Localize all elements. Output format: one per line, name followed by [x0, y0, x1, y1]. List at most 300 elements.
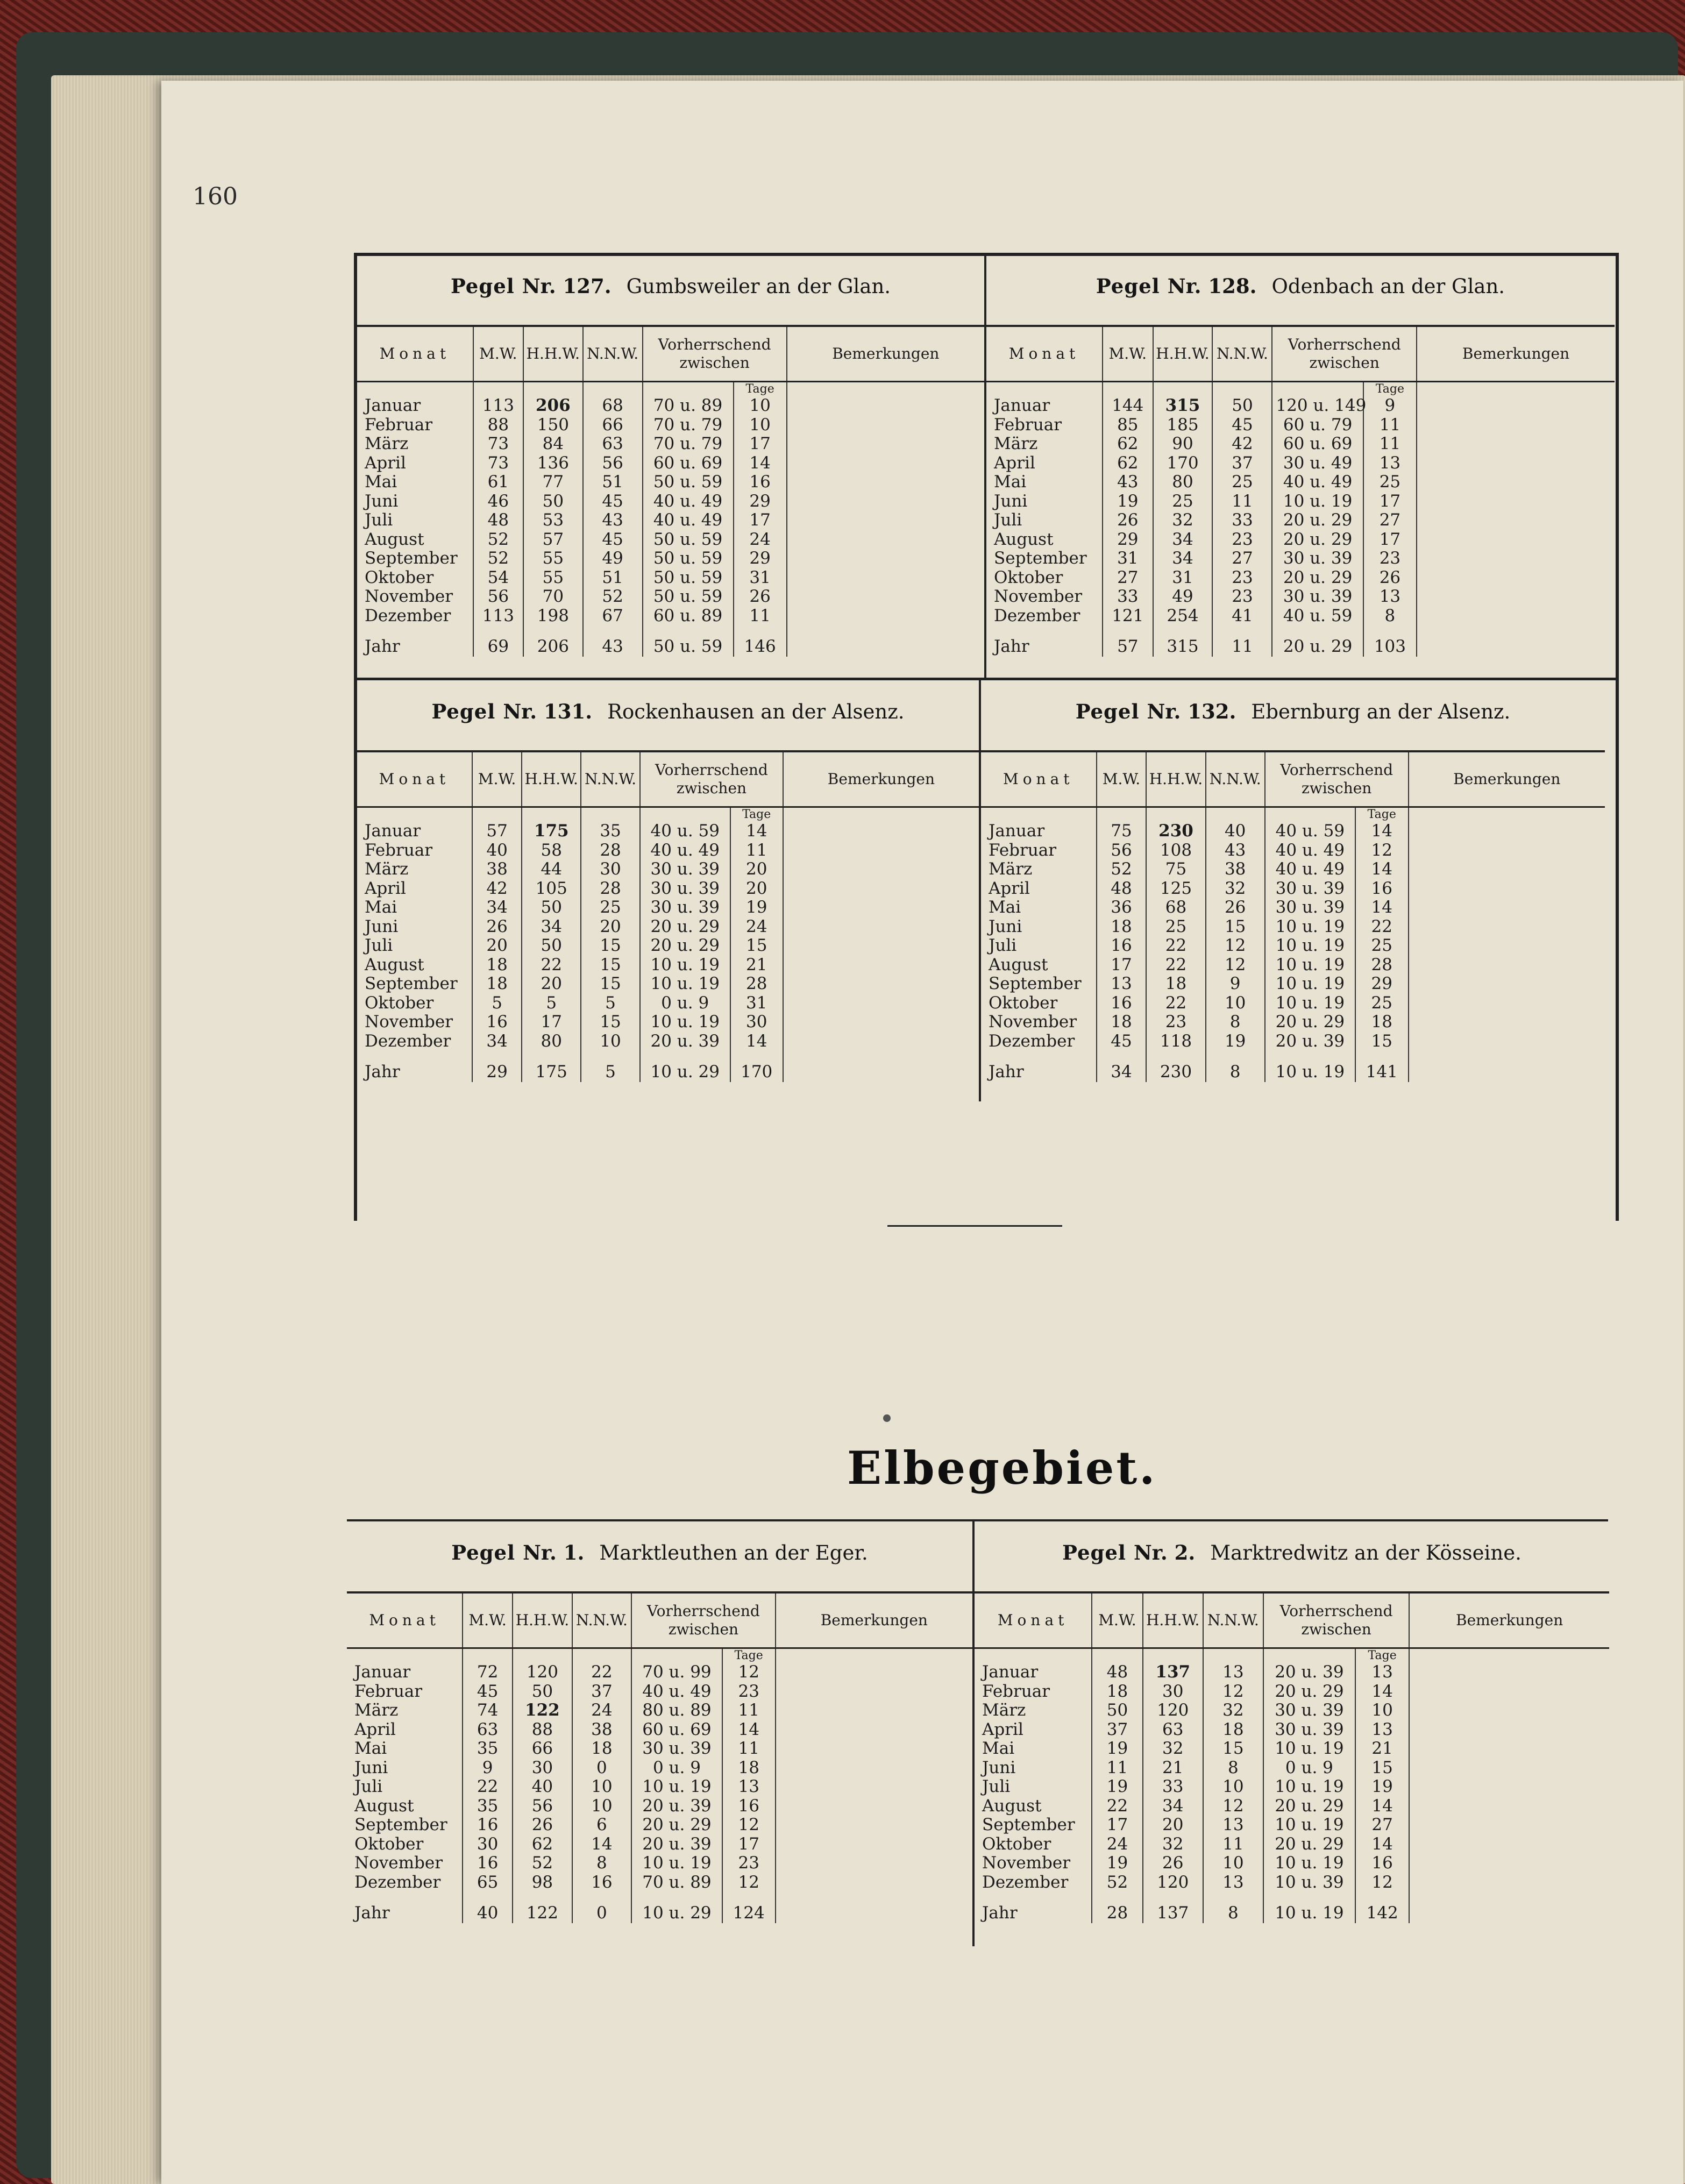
year-row — [357, 625, 984, 657]
days-cell: 10 — [1355, 1701, 1409, 1720]
nnw-cell: 27 — [1212, 549, 1272, 568]
empty-cell — [1263, 1648, 1355, 1663]
col-header-hhw: H.H.W. — [1146, 751, 1205, 807]
month-cell: Jahr — [365, 1062, 400, 1082]
month-row — [357, 936, 979, 956]
range-cell: 40 u. 49 — [643, 511, 734, 530]
month-cell: September — [994, 549, 1087, 568]
hhw-cell: 108 — [1146, 841, 1205, 860]
range-cell: 60 u. 69 — [631, 1720, 722, 1740]
hhw-cell: 77 — [523, 473, 583, 492]
hhw-cell: 34 — [1143, 1797, 1203, 1816]
hhw-cell: 20 — [522, 974, 581, 994]
mw-cell: 45 — [463, 1682, 513, 1702]
range-cell: 20 u. 29 — [1272, 511, 1363, 530]
nnw-cell: 38 — [1206, 860, 1265, 879]
nnw-cell: 45 — [583, 492, 643, 511]
mw-cell: 29 — [1103, 530, 1153, 550]
month-row — [981, 1013, 1605, 1032]
month-row — [975, 1739, 1609, 1759]
nnw-cell: 10 — [1203, 1854, 1263, 1873]
tage-label: Tage — [1355, 1648, 1409, 1663]
range-cell: 30 u. 39 — [640, 860, 730, 879]
days-cell: 16 — [1355, 1854, 1409, 1873]
mw-cell: 40 — [472, 841, 522, 860]
empty-cell — [975, 1648, 1092, 1663]
month-row — [357, 917, 979, 937]
month-cell: November — [994, 587, 1083, 606]
remarks-cell — [783, 974, 979, 994]
remarks-cell — [1409, 1777, 1609, 1797]
range-cell: 20 u. 29 — [1263, 1797, 1355, 1816]
days-cell: 27 — [1363, 511, 1417, 530]
month-row — [357, 454, 984, 473]
remarks-cell — [1417, 416, 1615, 435]
range-cell: 20 u. 39 — [1265, 1032, 1355, 1051]
range-cell: 40 u. 49 — [1272, 473, 1363, 492]
mw-cell: 11 — [1092, 1759, 1142, 1778]
month-cell: November — [982, 1853, 1071, 1873]
empty-cell — [631, 1648, 722, 1663]
hhw-cell: 315 — [1153, 396, 1213, 416]
range-cell: 10 u. 19 — [1272, 492, 1363, 511]
days-cell: 26 — [1363, 568, 1417, 588]
month-cell: August — [365, 529, 424, 549]
range-cell: 20 u. 39 — [640, 1032, 730, 1051]
gauge-title — [347, 1541, 972, 1564]
hhw-cell: 75 — [1146, 860, 1205, 879]
days-cell: 12 — [722, 1663, 776, 1682]
mw-cell: 46 — [473, 492, 523, 511]
month-cell: April — [354, 1719, 396, 1739]
empty-cell — [986, 382, 1103, 397]
mw-cell: 62 — [1103, 454, 1153, 473]
days-cell: 17 — [722, 1835, 776, 1854]
month-cell: Mai — [989, 898, 1021, 917]
nnw-cell: 66 — [583, 416, 643, 435]
remarks-cell — [783, 1051, 979, 1082]
hhw-cell: 55 — [523, 549, 583, 568]
nnw-cell: 0 — [572, 1759, 631, 1778]
hhw-cell: 22 — [1146, 936, 1205, 956]
year-row — [975, 1892, 1609, 1923]
hhw-cell: 52 — [513, 1854, 572, 1873]
month-row — [357, 549, 984, 568]
remarks-cell — [776, 1663, 972, 1682]
section-separator — [887, 1225, 1062, 1227]
nnw-cell: 23 — [1212, 587, 1272, 607]
hhw-cell: 50 — [522, 898, 581, 917]
tage-label: Tage — [730, 807, 783, 822]
page-number: 160 — [193, 183, 238, 210]
month-row — [347, 1739, 972, 1759]
gauge-location: Marktredwitz an der Kösseine. — [1210, 1541, 1522, 1564]
hhw-cell: 185 — [1153, 416, 1213, 435]
nnw-cell: 32 — [1203, 1701, 1263, 1720]
range-cell: 20 u. 29 — [1272, 568, 1363, 588]
nnw-cell: 16 — [572, 1873, 631, 1893]
remarks-cell — [1409, 898, 1605, 917]
gauge-block-127 — [357, 255, 984, 680]
month-row — [975, 1682, 1609, 1702]
days-cell: 14 — [1355, 898, 1409, 917]
mw-cell: 85 — [1103, 416, 1153, 435]
month-cell: Juni — [982, 1758, 1016, 1777]
hhw-cell: 230 — [1146, 1051, 1205, 1082]
month-cell: Dezember — [982, 1872, 1069, 1892]
gauge-prefix: Pegel — [1075, 700, 1140, 723]
col-header-mw: M.W. — [1092, 1592, 1142, 1648]
month-cell: März — [365, 434, 409, 453]
mw-cell: 62 — [1103, 435, 1153, 454]
remarks-cell — [1409, 822, 1605, 841]
range-cell: 10 u. 19 — [1263, 1854, 1355, 1873]
days-cell: 14 — [734, 454, 787, 473]
empty-cell — [473, 382, 523, 397]
remarks-cell — [787, 568, 984, 588]
mw-cell: 69 — [473, 625, 523, 657]
nnw-cell: 23 — [1212, 530, 1272, 550]
mw-cell: 35 — [463, 1797, 513, 1816]
empty-cell — [463, 1648, 513, 1663]
days-cell: 25 — [1363, 473, 1417, 492]
nnw-cell: 43 — [583, 625, 643, 657]
empty-cell — [640, 807, 730, 822]
remarks-cell — [783, 1013, 979, 1032]
month-cell: Dezember — [365, 1031, 451, 1051]
month-cell: Mai — [982, 1739, 1015, 1758]
mw-cell: 48 — [473, 511, 523, 530]
month-cell: März — [354, 1701, 399, 1720]
gauge-table — [347, 1591, 972, 1923]
days-cell: 142 — [1355, 1892, 1409, 1923]
remarks-cell — [787, 492, 984, 511]
range-cell: 60 u. 89 — [643, 607, 734, 626]
print-dot — [883, 1414, 891, 1422]
gauge-title — [357, 700, 979, 723]
nnw-cell: 12 — [1206, 956, 1265, 975]
month-row — [357, 1032, 979, 1051]
empty-cell — [357, 807, 472, 822]
mw-cell: 50 — [1092, 1701, 1142, 1720]
range-cell: 10 u. 19 — [1265, 1051, 1355, 1082]
range-cell: 70 u. 99 — [631, 1663, 722, 1682]
mw-cell: 52 — [473, 549, 523, 568]
hhw-cell: 57 — [523, 530, 583, 550]
month-row — [357, 898, 979, 917]
month-row — [975, 1701, 1609, 1720]
month-cell: März — [989, 859, 1033, 879]
remarks-cell — [776, 1854, 972, 1873]
col-header-hhw: H.H.W. — [1153, 326, 1213, 382]
remarks-cell — [1409, 841, 1605, 860]
year-row — [986, 625, 1615, 657]
month-row — [357, 396, 984, 416]
range-cell: 10 u. 19 — [1265, 974, 1355, 994]
month-row — [986, 396, 1615, 416]
month-cell: November — [989, 1012, 1077, 1031]
month-row — [975, 1777, 1609, 1797]
range-cell: 20 u. 39 — [631, 1835, 722, 1854]
hhw-cell: 56 — [513, 1797, 572, 1816]
gauge-number: Nr. 1. — [523, 1541, 585, 1564]
days-cell: 30 — [730, 1013, 783, 1032]
hhw-cell: 20 — [1143, 1816, 1203, 1835]
month-row — [357, 860, 979, 879]
month-row — [347, 1701, 972, 1720]
hhw-cell: 55 — [523, 568, 583, 588]
month-row — [357, 841, 979, 860]
days-cell: 13 — [1355, 1720, 1409, 1740]
gauge-prefix: Pegel — [450, 274, 515, 298]
hhw-cell: 120 — [1143, 1873, 1203, 1893]
hhw-cell: 17 — [522, 1013, 581, 1032]
hhw-cell: 80 — [1153, 473, 1213, 492]
days-cell: 15 — [1355, 1759, 1409, 1778]
empty-cell — [1417, 382, 1615, 397]
nnw-cell: 11 — [1203, 1835, 1263, 1854]
hhw-cell: 136 — [523, 454, 583, 473]
range-cell: 10 u. 19 — [1263, 1892, 1355, 1923]
empty-cell — [1097, 807, 1147, 822]
nnw-cell: 14 — [572, 1835, 631, 1854]
month-cell: Juli — [365, 936, 393, 955]
days-cell: 23 — [1363, 549, 1417, 568]
range-cell: 70 u. 79 — [643, 435, 734, 454]
col-header-monat: Monat — [986, 326, 1103, 382]
month-row — [981, 956, 1605, 975]
month-cell: August — [354, 1796, 414, 1816]
month-row — [357, 511, 984, 530]
remarks-cell — [787, 416, 984, 435]
remarks-cell — [1417, 473, 1615, 492]
days-cell: 141 — [1355, 1051, 1409, 1082]
month-cell: Juni — [365, 916, 399, 936]
nnw-cell: 30 — [581, 860, 640, 879]
range-cell: 50 u. 59 — [643, 549, 734, 568]
nnw-cell: 6 — [572, 1816, 631, 1835]
month-cell: April — [365, 878, 406, 898]
hhw-cell: 122 — [513, 1701, 572, 1720]
mw-cell: 18 — [1097, 1013, 1147, 1032]
range-cell: 20 u. 29 — [1272, 625, 1363, 657]
mw-cell: 73 — [473, 435, 523, 454]
month-cell: Juli — [354, 1777, 383, 1796]
mw-cell: 72 — [463, 1663, 513, 1682]
month-cell: Oktober — [354, 1834, 424, 1854]
month-cell: Dezember — [354, 1872, 441, 1892]
month-cell: Februar — [989, 840, 1057, 860]
month-cell: Juni — [354, 1758, 388, 1777]
nnw-cell: 43 — [583, 511, 643, 530]
empty-cell — [581, 807, 640, 822]
days-cell: 14 — [1355, 822, 1409, 841]
empty-cell — [1092, 1648, 1142, 1663]
remarks-cell — [1417, 435, 1615, 454]
col-header-monat: Monat — [981, 751, 1097, 807]
hhw-cell: 21 — [1143, 1759, 1203, 1778]
mw-cell: 34 — [1097, 1051, 1147, 1082]
range-cell: 10 u. 39 — [1263, 1873, 1355, 1893]
range-cell: 40 u. 49 — [1265, 860, 1355, 879]
col-header-mw: M.W. — [1103, 326, 1153, 382]
hhw-cell: 34 — [522, 917, 581, 937]
hhw-cell: 44 — [522, 860, 581, 879]
month-cell: September — [982, 1815, 1075, 1834]
mw-cell: 42 — [472, 879, 522, 899]
days-cell: 29 — [734, 549, 787, 568]
mw-cell: 9 — [463, 1759, 513, 1778]
mw-cell: 54 — [473, 568, 523, 588]
nnw-cell: 10 — [1203, 1777, 1263, 1797]
nnw-cell: 37 — [572, 1682, 631, 1702]
col-header-vorherrschend: Vorherrschend zwischen — [1263, 1592, 1409, 1648]
nnw-cell: 8 — [572, 1854, 631, 1873]
nnw-cell: 20 — [581, 917, 640, 937]
remarks-cell — [1409, 879, 1605, 899]
days-cell: 28 — [730, 974, 783, 994]
month-row — [981, 822, 1605, 841]
nnw-cell: 56 — [583, 454, 643, 473]
gauge-prefix: Pegel — [1096, 274, 1160, 298]
remarks-cell — [787, 549, 984, 568]
remarks-cell — [1417, 549, 1615, 568]
empty-cell — [1409, 807, 1605, 822]
empty-cell — [522, 807, 581, 822]
nnw-cell: 51 — [583, 473, 643, 492]
gauge-table — [981, 750, 1605, 1082]
hhw-cell: 23 — [1146, 1013, 1205, 1032]
col-header-bemerkungen: Bemerkungen — [783, 751, 979, 807]
empty-cell — [572, 1648, 631, 1663]
nnw-cell: 50 — [1212, 396, 1272, 416]
month-row — [975, 1663, 1609, 1682]
nnw-cell: 10 — [1206, 994, 1265, 1013]
nnw-cell: 10 — [572, 1777, 631, 1797]
days-cell: 11 — [730, 841, 783, 860]
remarks-cell — [1409, 1051, 1605, 1082]
range-cell: 30 u. 49 — [1272, 454, 1363, 473]
range-cell: 50 u. 59 — [643, 625, 734, 657]
hhw-cell: 32 — [1153, 511, 1213, 530]
month-row — [986, 568, 1615, 588]
gauge-table — [357, 325, 984, 657]
month-cell: Mai — [994, 472, 1027, 492]
remarks-cell — [1417, 530, 1615, 550]
col-header-monat: Monat — [357, 751, 472, 807]
month-row — [347, 1854, 972, 1873]
month-cell: Jahr — [354, 1903, 390, 1923]
range-cell: 10 u. 19 — [1265, 936, 1355, 956]
col-header-bemerkungen: Bemerkungen — [787, 326, 984, 382]
days-cell: 23 — [722, 1682, 776, 1702]
remarks-cell — [1409, 1892, 1609, 1923]
remarks-cell — [787, 435, 984, 454]
range-cell: 10 u. 19 — [1265, 994, 1355, 1013]
month-row — [357, 473, 984, 492]
range-cell: 60 u. 69 — [1272, 435, 1363, 454]
mw-cell: 43 — [1103, 473, 1153, 492]
gauge-location: Gumbsweiler an der Glan. — [626, 275, 891, 298]
nnw-cell: 12 — [1203, 1682, 1263, 1702]
remarks-cell — [1417, 492, 1615, 511]
nnw-cell: 42 — [1212, 435, 1272, 454]
mw-cell: 22 — [1092, 1797, 1142, 1816]
remarks-cell — [1417, 587, 1615, 607]
nnw-cell: 15 — [1206, 917, 1265, 937]
month-row — [981, 917, 1605, 937]
mw-cell: 16 — [1097, 994, 1147, 1013]
days-cell: 11 — [1363, 435, 1417, 454]
days-cell: 19 — [730, 898, 783, 917]
month-cell: Juli — [994, 510, 1022, 530]
month-row — [981, 841, 1605, 860]
month-row — [347, 1777, 972, 1797]
mw-cell: 20 — [472, 936, 522, 956]
mw-cell: 113 — [473, 607, 523, 626]
days-cell: 24 — [734, 530, 787, 550]
remarks-cell — [1409, 860, 1605, 879]
col-header-nnw: N.N.W. — [572, 1592, 631, 1648]
remarks-cell — [783, 898, 979, 917]
empty-cell — [513, 1648, 572, 1663]
range-cell: 10 u. 19 — [1263, 1777, 1355, 1797]
empty-cell — [1146, 807, 1205, 822]
remarks-cell — [1409, 1701, 1609, 1720]
month-cell: Januar — [354, 1662, 411, 1682]
range-cell: 30 u. 39 — [1263, 1720, 1355, 1740]
mw-cell: 34 — [472, 1032, 522, 1051]
remarks-cell — [783, 956, 979, 975]
remarks-cell — [783, 841, 979, 860]
gauge-number: Nr. 132. — [1147, 700, 1236, 723]
remarks-cell — [783, 860, 979, 879]
mw-cell: 27 — [1103, 568, 1153, 588]
remarks-cell — [783, 994, 979, 1013]
month-cell: Juli — [365, 510, 393, 530]
empty-cell — [981, 807, 1097, 822]
nnw-cell: 11 — [1212, 625, 1272, 657]
days-cell: 28 — [1355, 956, 1409, 975]
mw-cell: 37 — [1092, 1720, 1142, 1740]
month-row — [347, 1816, 972, 1835]
month-row — [986, 435, 1615, 454]
month-row — [357, 974, 979, 994]
month-cell: März — [365, 859, 409, 879]
remarks-cell — [787, 454, 984, 473]
empty-cell — [776, 1648, 972, 1663]
mw-cell: 26 — [472, 917, 522, 937]
col-header-hhw: H.H.W. — [513, 1592, 572, 1648]
nnw-cell: 13 — [1203, 1816, 1263, 1835]
days-cell: 12 — [722, 1816, 776, 1835]
month-cell: Mai — [354, 1739, 387, 1758]
range-cell: 30 u. 39 — [1272, 587, 1363, 607]
month-cell: April — [365, 453, 406, 473]
month-cell: September — [354, 1815, 447, 1834]
month-row — [986, 549, 1615, 568]
remarks-cell — [787, 511, 984, 530]
days-cell: 9 — [1363, 396, 1417, 416]
days-cell: 14 — [722, 1720, 776, 1740]
remarks-cell — [776, 1777, 972, 1797]
range-cell: 10 u. 19 — [640, 956, 730, 975]
remarks-cell — [787, 607, 984, 626]
remarks-cell — [1409, 994, 1605, 1013]
mw-cell: 113 — [473, 396, 523, 416]
month-row — [347, 1682, 972, 1702]
mw-cell: 34 — [472, 898, 522, 917]
